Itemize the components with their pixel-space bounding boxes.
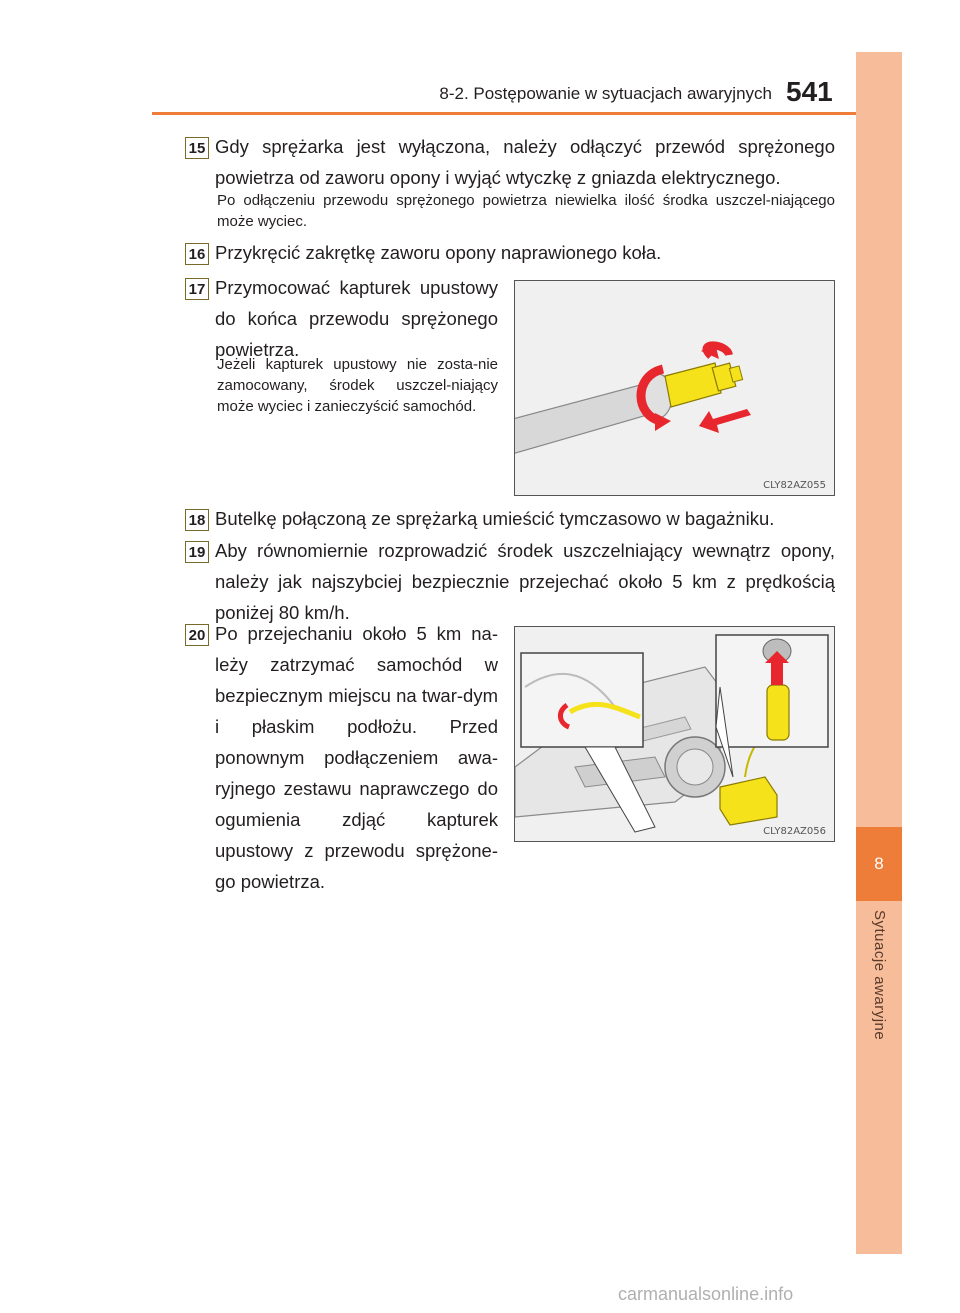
step-15-badge: 15: [185, 137, 209, 159]
car-illustration: [514, 626, 835, 842]
cap-illustration: [514, 280, 835, 496]
step-16-badge: 16: [185, 243, 209, 265]
step-20-text: Po przejechaniu około 5 km na-leży zatrzymać samochód w bezpiecznym miejscu na twar-dym i płaskim podłożu. Przed ponownym podłączeniem awa-ryjnego zestawu naprawczego do ogumienia zdjąć kapturek upustowy z przewodu sprężone-go powietrza.: [215, 623, 498, 892]
car-drawing: [515, 627, 835, 842]
step-18-text: Butelkę połączoną ze sprężarką umieścić tymczasowo w bagażniku.: [215, 508, 775, 529]
chapter-label: Sytuacje awaryjne: [871, 910, 888, 1041]
section-title: 8-2. Postępowanie w sytuacjach awaryjnych: [439, 84, 772, 103]
chapter-side-tab: [856, 52, 902, 1254]
chapter-number: 8: [856, 827, 902, 901]
header-rule: [152, 112, 856, 115]
watermark: carmanualsonline.info: [618, 1284, 794, 1304]
step-19-badge: 19: [185, 541, 209, 563]
step-15-note: Po odłączeniu przewodu sprężonego powietrza niewielka ilość środka uszczel-niającego może wyciec.: [217, 192, 835, 230]
step-20-badge: 20: [185, 624, 209, 646]
step-15-text: Gdy sprężarka jest wyłączona, należy odłączyć przewód sprężonego powietrza od zaworu opony i wyjąć wtyczkę z gniazda elektrycznego.: [215, 136, 835, 188]
page-number: 541: [786, 76, 833, 107]
step-18-badge: 18: [185, 509, 209, 531]
step-16-text: Przykręcić zakrętkę zaworu opony naprawionego koła.: [215, 242, 662, 263]
cap-figure-code: CLY82AZ055: [763, 480, 826, 491]
step-17-text: Przymocować kapturek upustowy do końca przewodu sprężonego powietrza.: [215, 277, 498, 360]
step-17-note: Jeżeli kapturek upustowy nie zosta-nie zamocowany, środek uszczel-niający może wyciec i zanieczyścić samochód.: [217, 356, 498, 415]
step-17-badge: 17: [185, 278, 209, 300]
car-figure-code: CLY82AZ056: [763, 826, 826, 837]
cap-drawing: [515, 281, 835, 496]
step-19-text: Aby równomiernie rozprowadzić środek uszczelniający wewnątrz opony, należy jak najszybciej bezpiecznie przejechać około 5 km z prędkością poniżej 80 km/h.: [215, 540, 835, 623]
